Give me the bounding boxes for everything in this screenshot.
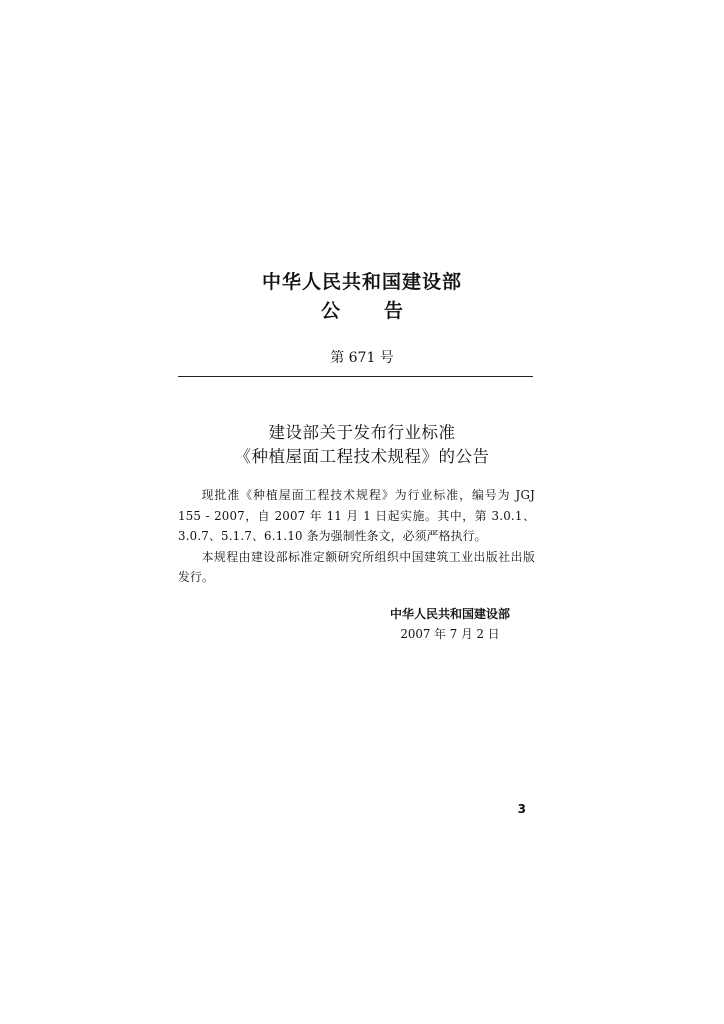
signature-organization: 中华人民共和国建设部: [389, 607, 510, 621]
body-paragraph-2: 本规程由建设部标准定额研究所组织中国建筑工业出版社出版发行。: [178, 549, 535, 584]
header-divider: [178, 376, 533, 377]
body-paragraph-1: 现批准《种植屋面工程技术规程》为行业标准，编号为 JGJ 155 - 2007，自 2007 年 11 月 1 日起实施。其中，第 3.0.1、3.0.7、5.1.7、6.1.10 条为强制性条文，必须严格执行。: [178, 488, 535, 543]
announcement-title-line-2: 《种植屋面工程技术规程》的公告: [234, 447, 490, 466]
ministry-heading: 中华人民共和国建设部: [261, 271, 462, 293]
announcement-title-line-1: 建设部关于发布行业标准: [268, 423, 456, 442]
notice-heading: 公告: [320, 300, 447, 322]
signature-block: [360, 604, 540, 644]
signature-date: 2007 年 7 月 2 日: [400, 627, 500, 641]
page-number: 3: [517, 802, 526, 816]
notice-number: 第 671 号: [330, 350, 394, 366]
announcement-body: [178, 485, 535, 588]
